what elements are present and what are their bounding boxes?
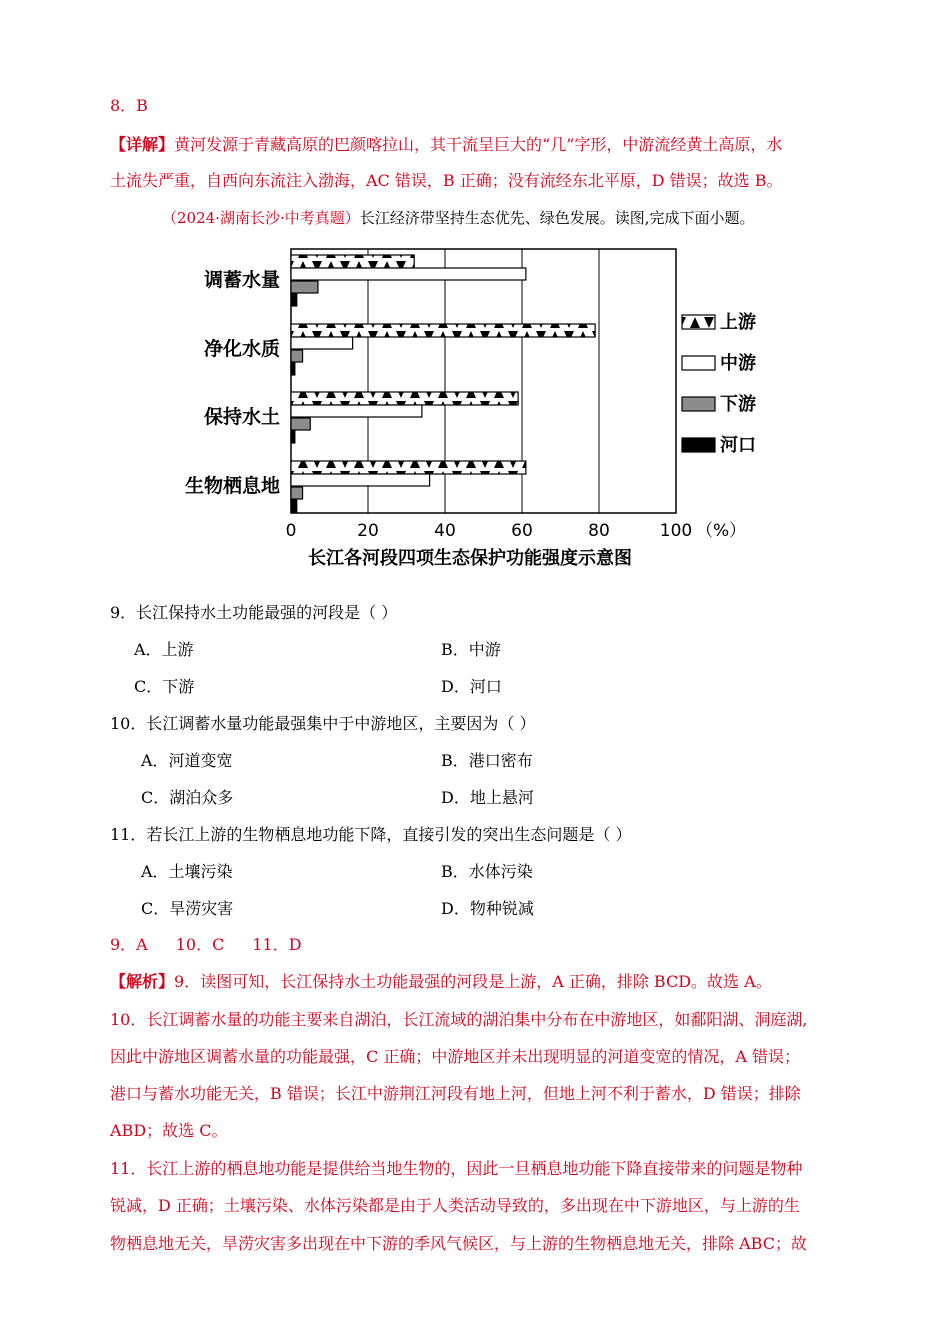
category-label: 保持水土 <box>203 406 280 428</box>
bar <box>291 487 303 499</box>
x-tick-label: 60 <box>511 521 533 541</box>
q9-option-a[interactable]: A．上游 <box>134 640 194 659</box>
intro-line <box>162 208 755 228</box>
chart-title: 长江各河段四项生态保护功能强度示意图 <box>308 548 632 569</box>
answer-11: 11．D <box>252 935 302 954</box>
bar <box>291 281 318 293</box>
bar-chart <box>170 232 810 577</box>
answer-10: 10．C <box>175 935 225 954</box>
chart-legend <box>682 311 756 456</box>
legend-label: 中游 <box>720 353 756 374</box>
q11-stem: 11．若长江上游的生物栖息地功能下降，直接引发的突出生态问题是（ ） <box>110 825 632 844</box>
analysis-text-1: 9．读图可知，长江保持水土功能最强的河段是上游，A 正确，排除 BCD。故选 A。 <box>174 972 772 991</box>
x-tick-label: 40 <box>434 521 456 541</box>
intro-source: （2024·湖南长沙·中考真题） <box>162 209 360 227</box>
q8-detail-line-2: 土流失严重，自西向东流注入渤海，AC 错误，B 正确；没有流经东北平原，D 错误；故选 B。 <box>110 171 783 190</box>
chart-bars <box>291 255 595 512</box>
bar <box>291 350 303 362</box>
q10-option-c[interactable]: C．湖泊众多 <box>141 788 234 807</box>
legend-label: 上游 <box>720 312 756 333</box>
q9-option-d[interactable]: D．河口 <box>441 677 502 696</box>
analysis-line-4: 港口与蓄水功能无关，B 错误；长江中游荆江河段有地上河，但地上河不利于蓄水，D 错误；排除 <box>110 1084 801 1103</box>
intro-text: 长江经济带坚持生态优先、绿色发展。读图,完成下面小题。 <box>359 209 755 227</box>
q8-answer: 8．B <box>110 96 148 115</box>
x-tick-label: 100 <box>659 521 693 541</box>
bar <box>291 405 422 417</box>
bar <box>291 431 295 443</box>
bar <box>291 255 414 268</box>
q11-option-c[interactable]: C．旱涝灾害 <box>141 899 234 918</box>
x-unit-label: （%） <box>696 521 747 541</box>
bar <box>291 392 518 405</box>
bar <box>291 268 526 280</box>
analysis-tag: 【解析】 <box>110 972 175 991</box>
legend-swatch <box>682 315 715 329</box>
x-tick-label: 20 <box>357 521 379 541</box>
category-label: 净化水质 <box>203 338 280 360</box>
q9-stem: 9．长江保持水土功能最强的河段是（ ） <box>110 603 398 622</box>
legend-swatch <box>682 438 715 452</box>
q10-option-d[interactable]: D．地上悬河 <box>441 788 534 807</box>
q11-option-b[interactable]: B．水体污染 <box>441 862 533 881</box>
bar <box>291 461 526 474</box>
q11-option-a[interactable]: A．土壤污染 <box>141 862 233 881</box>
bar <box>291 294 297 306</box>
answer-9: 9．A <box>110 935 148 954</box>
legend-label: 下游 <box>720 394 756 415</box>
q8-detail-line-1 <box>110 135 782 155</box>
analysis-line-3: 因此中游地区调蓄水量的功能最强，C 正确；中游地区并未出现明显的河道变宽的情况，A 错误； <box>110 1047 800 1066</box>
bar <box>291 474 430 486</box>
q10-stem: 10．长江调蓄水量功能最强集中于中游地区，主要因为（ ） <box>110 714 536 733</box>
legend-label: 河口 <box>720 435 756 456</box>
bar <box>291 337 353 349</box>
analysis-line-8: 物栖息地无关，旱涝灾害多出现在中下游的季风气候区，与上游的生物栖息地无关，排除 ABC；故 <box>110 1234 807 1253</box>
analysis-line-6: 11．长江上游的栖息地功能是提供给当地生物的，因此一旦栖息地功能下降直接带来的问题是物种 <box>110 1159 803 1178</box>
x-tick-label: 0 <box>285 521 297 541</box>
detail-tag: 【详解】 <box>110 135 175 154</box>
bar <box>291 418 310 430</box>
analysis-line-2: 10．长江调蓄水量的功能主要来自湖泊，长江流域的湖泊集中分布在中游地区，如鄱阳湖、洞庭湖, <box>110 1010 808 1029</box>
q10-option-a[interactable]: A．河道变宽 <box>141 751 233 770</box>
q10-option-b[interactable]: B．港口密布 <box>441 751 533 770</box>
bar <box>291 324 595 337</box>
analysis-line-1 <box>110 972 772 992</box>
analysis-line-7: 锐减，D 正确；土壤污染、水体污染都是由于人类活动导致的，多出现在中下游地区，与上游的生 <box>110 1196 800 1215</box>
answers-line <box>110 935 302 955</box>
category-label: 调蓄水量 <box>203 269 280 291</box>
bar <box>291 500 297 512</box>
x-tick-label: 80 <box>588 521 610 541</box>
detail-text-1: 黄河发源于青藏高原的巴颜喀拉山，其干流呈巨大的“几”字形，中游流经黄土高原，水 <box>174 135 783 154</box>
q9-option-c[interactable]: C．下游 <box>134 677 195 696</box>
legend-swatch <box>682 356 715 370</box>
bar <box>291 363 295 375</box>
category-label: 生物栖息地 <box>184 475 280 497</box>
chart-labels <box>185 268 746 569</box>
q11-option-d[interactable]: D．物种锐减 <box>441 899 534 918</box>
q9-option-b[interactable]: B．中游 <box>441 640 501 659</box>
legend-swatch <box>682 397 715 411</box>
analysis-line-5: ABD；故选 C。 <box>110 1121 228 1140</box>
